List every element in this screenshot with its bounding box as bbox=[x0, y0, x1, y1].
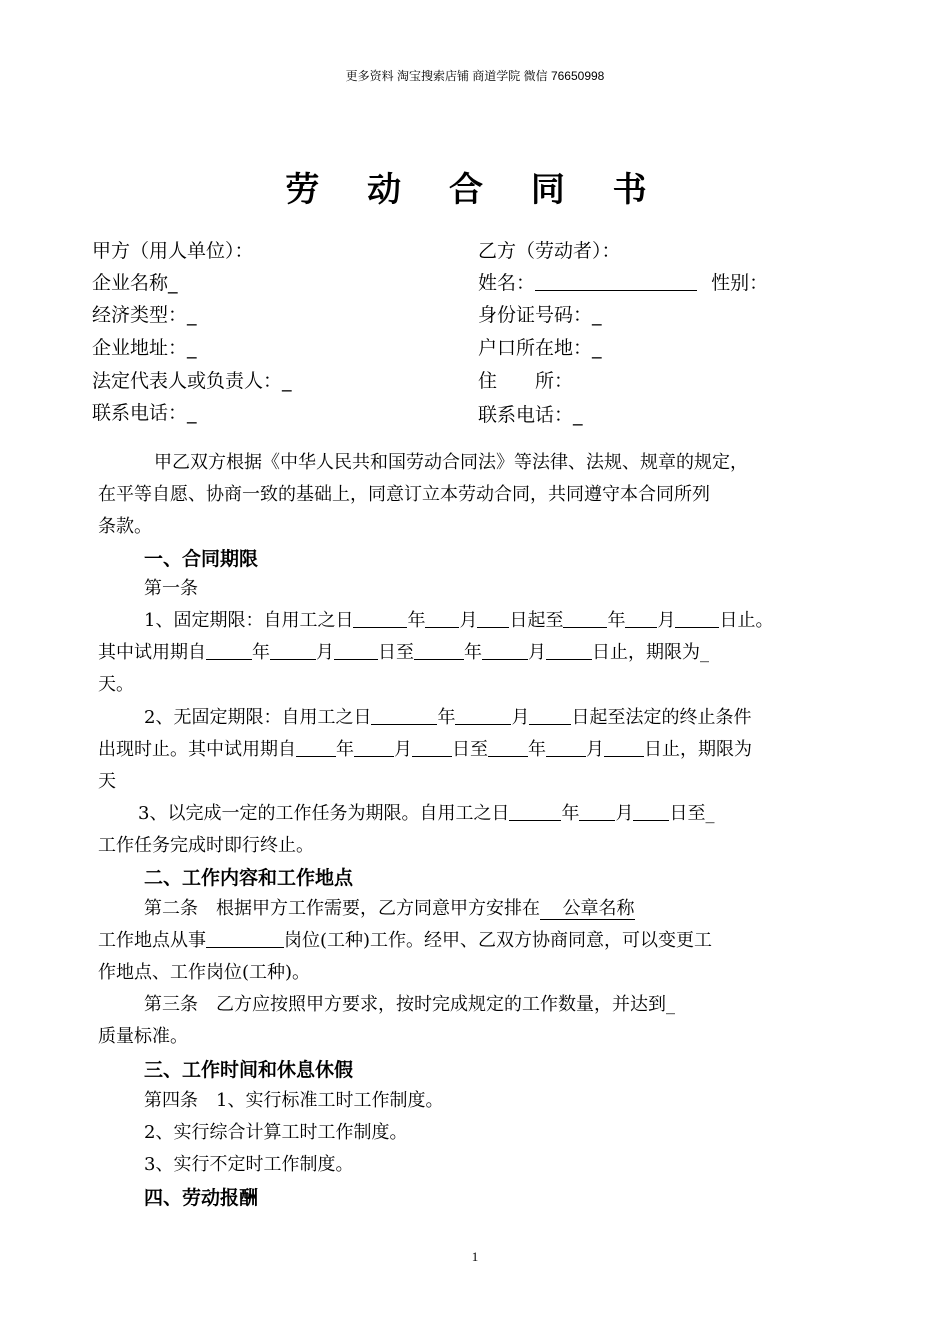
section2-body bbox=[98, 893, 858, 1053]
article-2-line2: 工作地点从事 岗位(工种)工作。经甲、乙双方协商同意，可以变更工 bbox=[98, 930, 713, 951]
item1-line1: 1、固定期限：自用工之日 年 月 日起至 年 月 日止。 bbox=[144, 610, 774, 631]
item2-line1: 2、无固定期限：自用工之日 年 月 日起至法定的终止条件 bbox=[144, 707, 752, 728]
party-b-hukou: 户口所在地：_ bbox=[478, 337, 602, 359]
hours-line: 2、实行综合计算工时工作制度。 bbox=[144, 1122, 408, 1143]
item2 bbox=[98, 702, 858, 798]
article-3-line1: 第三条 乙方应按照甲方要求，按时完成规定的工作数量，并达到_ bbox=[144, 994, 675, 1015]
item3 bbox=[98, 798, 858, 862]
party-a-heading: 甲方（用人单位）： bbox=[92, 240, 254, 262]
section-heading-hours: 三、工作时间和休息休假 bbox=[144, 1059, 354, 1081]
section-heading-work: 二、工作内容和工作地点 bbox=[144, 867, 354, 889]
item3-line2: 工作任务完成时即行终止。 bbox=[98, 835, 314, 856]
party-b-phone: 联系电话：_ bbox=[478, 404, 583, 426]
intro-line: 在平等自愿、协商一致的基础上，同意订立本劳动合同，共同遵守本合同所列 bbox=[98, 484, 710, 505]
party-b-id: 身份证号码：_ bbox=[478, 304, 602, 326]
intro-line: 条款。 bbox=[98, 516, 152, 537]
hours-line: 第四条 1、实行标准工时工作制度。 bbox=[144, 1090, 444, 1111]
party-b-residence: 住 所： bbox=[478, 370, 574, 392]
section1-body bbox=[98, 573, 858, 701]
party-a-type: 经济类型：_ bbox=[92, 304, 197, 326]
page-title: 劳 动 合 同 书 bbox=[285, 170, 665, 210]
party-a-rep: 法定代表人或负责人：_ bbox=[92, 370, 292, 392]
company-seal-name: 公章名称 bbox=[562, 898, 635, 919]
item1-line2: 其中试用期自 年 月 日至 年 月 日止，期限为_ bbox=[98, 642, 709, 663]
party-b-name-row bbox=[478, 268, 768, 295]
intro-paragraph bbox=[98, 447, 858, 543]
item1-line3: 天。 bbox=[98, 674, 134, 695]
party-a-phone: 联系电话：_ bbox=[92, 402, 197, 424]
section3-body bbox=[98, 1085, 858, 1181]
item3-line1: 3、以完成一定的工作任务为期限。自用工之日 年 月 日至_ bbox=[138, 803, 715, 824]
party-a-name: 企业名称_ bbox=[92, 272, 178, 294]
article-3-line2: 质量标准。 bbox=[98, 1026, 188, 1047]
article-2-line3: 作地点、工作岗位(工种)。 bbox=[98, 962, 311, 983]
section-heading-pay: 四、劳动报酬 bbox=[144, 1187, 259, 1209]
party-b-heading: 乙方（劳动者）： bbox=[478, 240, 621, 262]
article-1-label: 第一条 bbox=[144, 578, 198, 599]
hours-line: 3、实行不定时工作制度。 bbox=[144, 1154, 354, 1175]
item2-line2: 出现时止。其中试用期自 年 月 日至 年 月 日止，期限为 bbox=[98, 739, 752, 760]
page-number: 1 bbox=[471, 1249, 479, 1264]
party-b-gender-label: 性别： bbox=[711, 272, 769, 294]
header-note: 更多资料 淘宝搜索店铺 商道学院 微信 76650998 bbox=[345, 69, 605, 83]
item2-line3: 天 bbox=[98, 771, 116, 792]
name-blank bbox=[535, 272, 697, 291]
article-2-line1: 第二条 根据甲方工作需要，乙方同意甲方安排在 公章名称 bbox=[144, 898, 635, 919]
section-heading-term: 一、合同期限 bbox=[144, 548, 259, 570]
party-b-name-label: 姓名： bbox=[478, 272, 536, 294]
intro-line: 甲乙双方根据《中华人民共和国劳动合同法》等法律、法规、规章的规定， bbox=[154, 452, 748, 473]
party-a-address: 企业地址：_ bbox=[92, 337, 197, 359]
